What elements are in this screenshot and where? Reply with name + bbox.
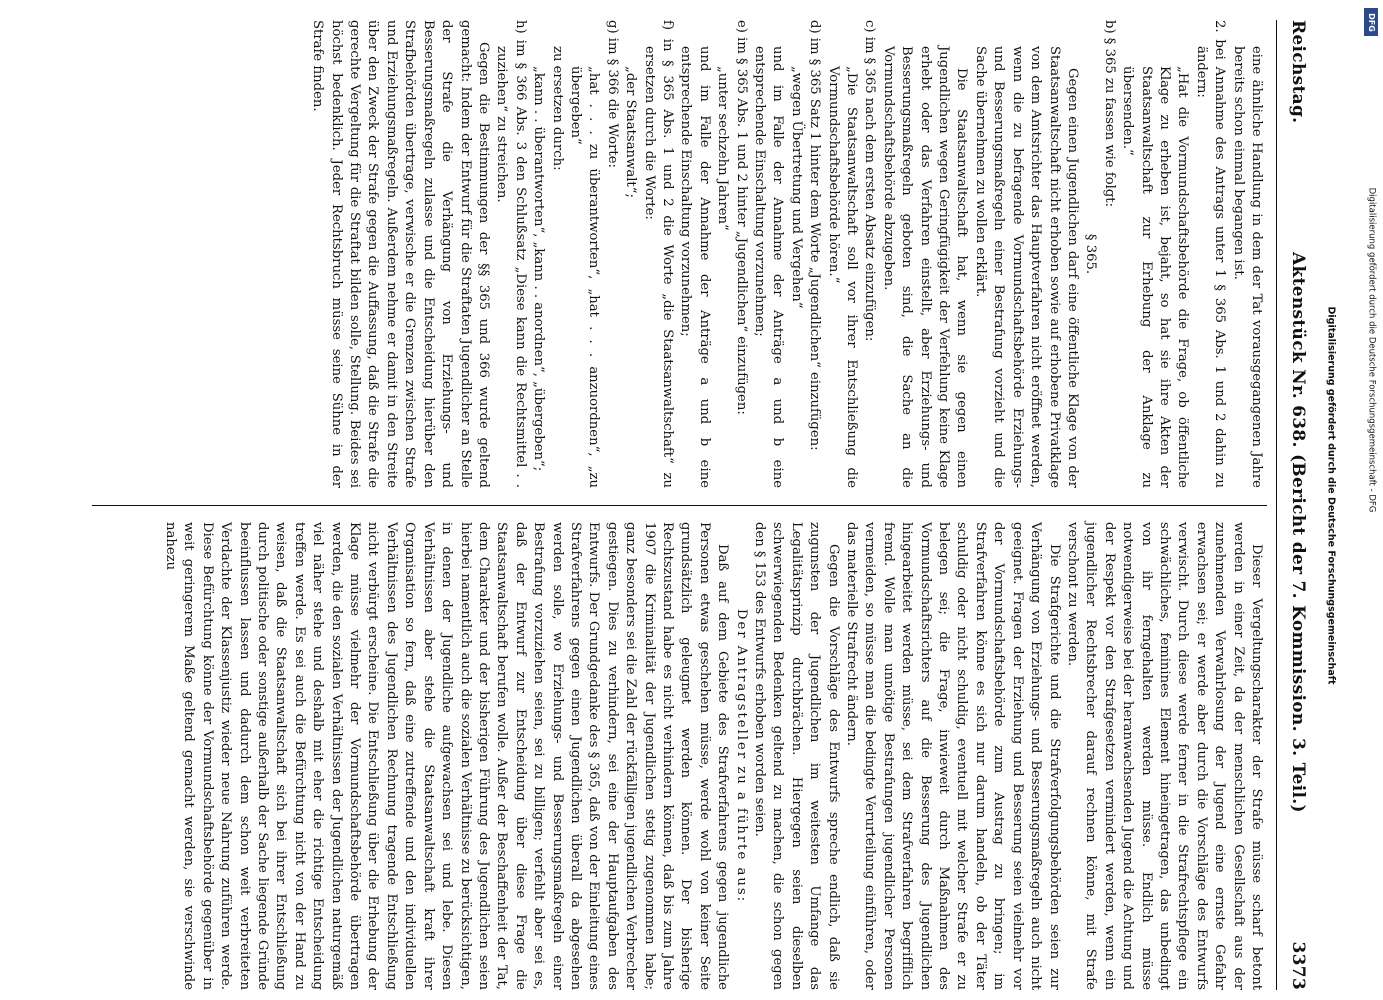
paragraph: und im Falle der Annahme der Anträge a und b eine entsprechende Einschaltung vorzunehmen; bbox=[752, 46, 786, 488]
header-left: Reichstag. bbox=[1288, 20, 1308, 124]
paragraph: eine ähnliche Handlung in dem der Tat vorausgegangenen Jahre bereits schon einmal begangen ist. bbox=[1230, 46, 1264, 488]
paragraph: „der Staatsanwalt“; bbox=[623, 66, 639, 198]
digitization-stamp-text: Digitalisierung gefördert durch die Deutsche Forschungsgemeinschaft - DFG bbox=[1366, 187, 1376, 513]
rotated-document-page bbox=[85, 20, 1315, 990]
header-rule bbox=[1276, 20, 1277, 990]
header-center: Aktenstück Nr. 638. (Bericht der 7. Kommission. 3. Teil.) bbox=[1288, 252, 1308, 813]
left-column bbox=[308, 20, 1265, 488]
side-note-text: Digitalisierung gefördert durch die Deutsche Forschungsgemeinschaft bbox=[1325, 306, 1337, 684]
paragraph: zu ersetzen durch: bbox=[549, 46, 565, 171]
paragraph: „wegen Übertretung und Vergehen“ bbox=[788, 66, 804, 309]
paragraph: Der Antragsteller zu a führte aus: bbox=[733, 608, 749, 904]
paragraph: „kann . . überantworten“, „kann . . anordnen“, „übergeben“; bbox=[531, 66, 547, 472]
page-number: 3373 bbox=[1288, 941, 1308, 990]
page-header bbox=[1281, 20, 1315, 990]
paragraph: § 365. bbox=[1083, 233, 1099, 275]
dfg-logo bbox=[1364, 8, 1378, 36]
paragraph: „Die Staatsanwaltschaft soll vor ihrer Entschließung die Vormundschaftsbehörde hören.“ bbox=[825, 66, 860, 488]
paragraph: 2. bei Annahme des Antrags unter 1 § 365 Abs. 1 und 2 dahin zu ändern: bbox=[1193, 20, 1228, 488]
paragraph: Daß auf dem Gebiete des Strafverfahrens gegen jugendliche Personen etwas geschehen müsse, werde wohl von keiner Seite grundsätzlich geleugnet werden können. Der bisherige Rechtszustand habe es nicht verhindern können, daß bis zum Jahre 1907 die Kriminalität der Jugendlichen stetig zugenommen habe; ganz besonders sei die Zahl der rückfälligen jugendlichen Verbrecher gestiegen. Dies zu verhindern, sei eine der Hauptaufgaben des Entwurfs. Der Grundgedanke des § 365, daß von der Einleitung eines Strafverfahrens gegen einen Jugendlichen überall da abgesehen werden solle, wo Erziehungs- und Besserungsmaßregeln einer Bestrafung vorzuziehen seien, sei zu billigen; verfehlt aber sei es, daß der Entwurf zur Entscheidung über diese Frage die Staatsanwaltschaft berufen wolle. Außer der Beschaffenheit der Tat, dem Charakter und der bisherigen Führung des Jugendlichen seien hierbei namentlich auch die sozialen Verhältnisse zu berücksichtigen, in denen der Jugendliche aufgewachsen sei und lebe. Diesen Verhältnissen aber stehe die Staatsanwaltschaft kraft ihrer Organisation so fern, daß eine zutreffende und den individuellen Verhältnissen des Jugendlichen Rechnung tragende Entschließung nicht verbürgt erscheine. Die Entschließung über die Erhebung der Klage müsse vielmehr der Vormundschaftsbehörde übertragen werden, die den sozialen Verhältnissen der Jugendlichen naturgemäß viel näher stehe und deshalb mit eher die richtige Entscheidung treffen werde. Es sei auch die Befürchtung nicht von der Hand zu weisen, daß die Staatsanwaltschaft sich bei ihrer Entschließung durch politische oder sonstige außerhalb der Sache liegende Gründe beeinflussen lassen und dadurch dem schon weit verbreiteten Verdachte der Klassenjustiz wieder neue Nahrung zuführen werde. Diese Befürchtung könne der Vormundschaftsbehörde gegenüber in weit geringerem Maße geltend gemacht werden, sie verschwinde nahezu bbox=[163, 522, 731, 990]
paragraph: c) im § 365 nach dem ersten Absatz einzufügen: bbox=[862, 20, 878, 342]
paragraph: f) in § 365 Abs. 1 und 2 die Worte „die Staatsanwaltschaft“ zu ersetzen durch die Worte: bbox=[641, 20, 675, 488]
side-note bbox=[1325, 25, 1337, 965]
column-divider bbox=[92, 505, 1267, 506]
scanned-page bbox=[70, 15, 1308, 990]
digitization-stamp bbox=[1366, 40, 1376, 660]
paragraph: Die Strafgerichte und die Strafverfolgungsbehörden seien zur Verhängung von Erziehungs- und Besserungsmaßregeln auch nicht geeignet. Fragen der Erziehung und Besserung seien vielmehr vor der Vormundschaftsbehörde zum Austrag zu bringen; im Strafverfahren könne es sich nur darum handeln, ob der Täter schuldig oder nicht schuldig, eventuell mit welcher Strafe er zu belegen sei; die Frage, inwieweit durch Maßnahmen des Vormundschaftsrichters auf die Besserung des Jugendlichen hingearbeitet werden müsse, sei dem Strafverfahren begrifflich fremd. Wolle man unnötige Bestrafungen jugendlicher Personen vermeiden, so müsse man die bedingte Verurteilung einführen, oder das materielle Strafrecht ändern. bbox=[844, 522, 1062, 990]
paragraph: Dieser Vergeltungscharakter der Strafe müsse scharf betont werden in einer Zeit, da der menschlichen Gesellschaft aus der zunehmenden Verwahrlosung der Jugend eine ernste Gefahr erwachsen sei; er werde aber durch die Vorschläge des Entwurfs verwischt. Durch diese werde ferner in die Strafrechtspflege ein schwächliches, feminines Element hineingetragen, das unbedingt von ihr ferngehalten werden müsse. Endlich müsse notwendigerweise bei der heranwachsenden Jugend die Achtung und der Respekt vor den Strafgesetzen vermindert werden, wenn ein jugendlicher Rechtsbrecher darauf rechnen könne, mit Strafe verschont zu werden. bbox=[1064, 522, 1264, 990]
paragraph: Die Staatsanwaltschaft hat, wenn sie gegen einen Jugendlichen wegen Geringfügigkeit der Verfehlung keine Klage erhebt oder das Verfahren einstellt, aber Erziehungs- und Besserungsmaßregeln geboten sind, die Sache an die Vormundschaftsbehörde abzugeben. bbox=[880, 46, 970, 488]
right-column bbox=[161, 522, 1265, 990]
paragraph: Gegen einen Jugendlichen darf eine öffentliche Klage von der Staatsanwaltschaft nicht erhoben sowie auf erhobene Privatklage von dem Amtsrichter das Hauptverfahren nicht eröffnet werden, wenn die zu befragende Vormundschaftsbehörde Erziehungs- und Besserungsmaßregeln einer Bestrafung vorzieht und die Sache übernehmen zu wollen erklärt. bbox=[972, 46, 1080, 488]
paragraph: Gegen die Vorschläge des Entwurfs spreche endlich, daß sie zugunsten der Jugendlichen im weitesten Umfange das Legalitätsprinzip durchbrächen. Hiergegen seien dieselben schwerwiegenden Bedenken geltend zu machen, die schon gegen den § 153 des Entwurfs erhoben worden seien. bbox=[752, 522, 841, 990]
paragraph: „unter sechzehn Jahren“ bbox=[715, 66, 731, 231]
paragraph: und im Falle der Annahme der Anträge a und b eine entsprechende Einschaltung vorzunehmen; bbox=[678, 46, 712, 488]
paragraph: h) im § 366 Abs. 3 den Schlußsatz „Diese kann die Rechtsmittel . . zuziehen“ zu streichen. bbox=[494, 20, 528, 488]
paragraph: b) § 365 zu fassen wie folgt: bbox=[1101, 20, 1117, 208]
paragraph: „Hat die Vormundschaftsbehörde die Frage, ob öffentliche Klage zu erheben ist, bejaht, so hat sie ihre Akten der Staatsanwaltschaft zur Erhebung der Anklage zu übersenden.“ bbox=[1120, 66, 1191, 488]
paragraph: d) im § 365 Satz 1 hinter dem Worte „Jugendlichen“ einzufügen: bbox=[807, 20, 823, 451]
paragraph: e) im § 365 Abs. 1 und 2 hinter „Jugendlichen“ einzufügen: bbox=[733, 20, 749, 415]
paragraph: „hat . . . zu überantworten“, „hat . . . anzuordnen“, „zu übergeben“ bbox=[567, 66, 602, 488]
paragraph: g) im § 366 die Worte: bbox=[604, 20, 620, 168]
paragraph: Gegen die Bestimmungen der §§ 365 und 366 wurde geltend gemacht: Indem der Entwurf für die Straftaten Jugendlicher an Stelle der Strafe die Verhängung von Erziehungs- und Besserungsmaßregeln zulasse und die Entscheidung hierüber den Strafbehörden übertrage, verwische er die Grenzen zwischen Strafe und Erziehungsmaßregeln. Außerdem nehme er damit in den Streite über den Zweck der Strafe gegen die Auffassung, daß die Strafe die gerechte Vergeltung für die Straftat bilden solle, Stellung. Beides sei höchst bedenklich. Jeder Rechtsbruch müsse seine Sühne in der Strafe finden. bbox=[310, 20, 491, 488]
dfg-logo-text: DFG bbox=[1366, 12, 1376, 32]
